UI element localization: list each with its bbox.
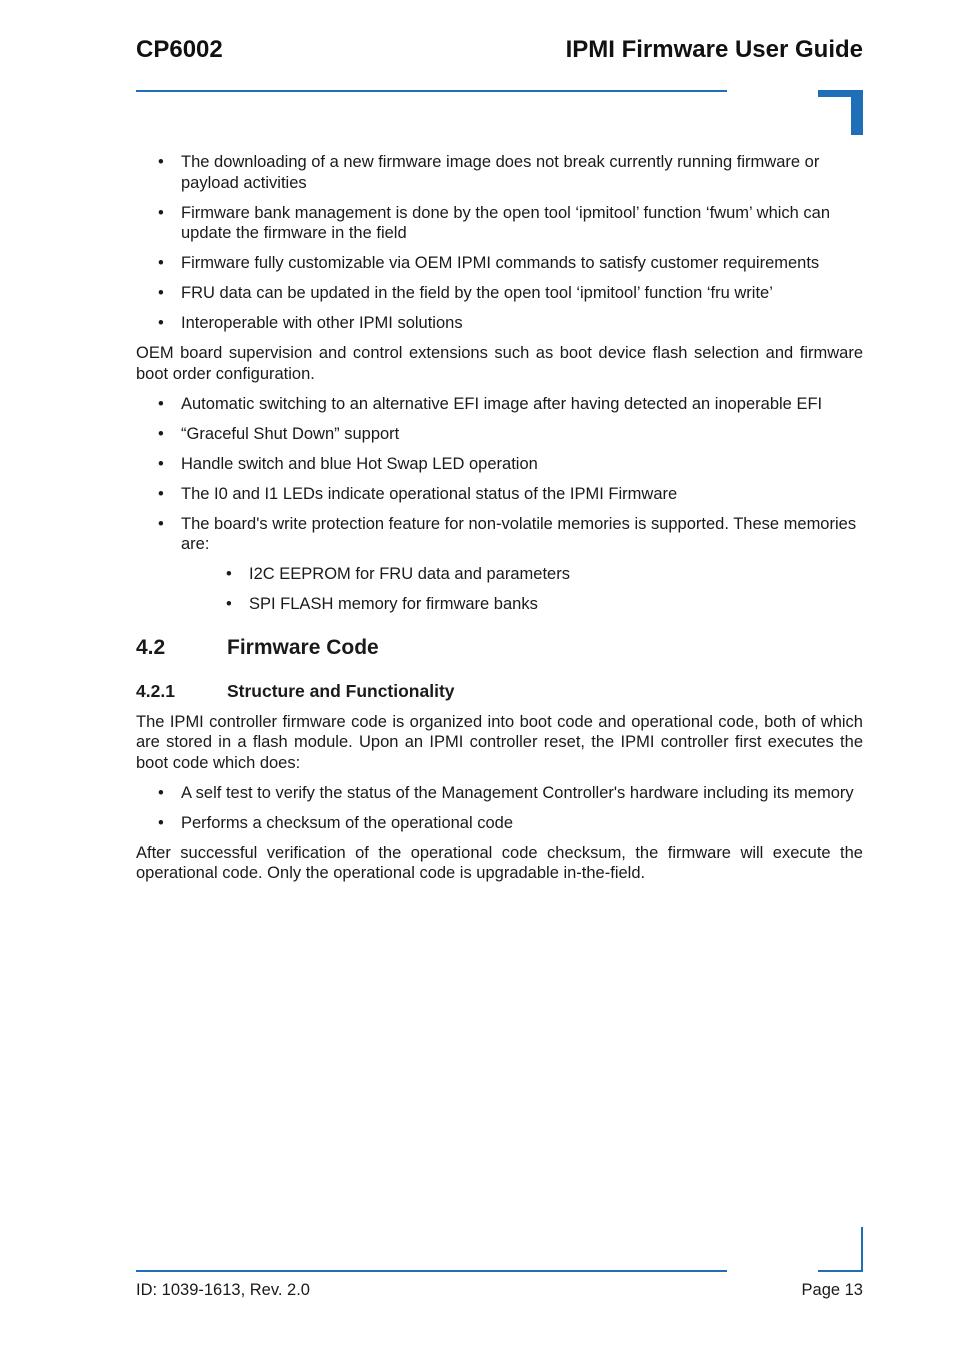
footer-corner-mark [818, 1270, 863, 1272]
list-item: • Automatic switching to an alternative EFI image after having detected an inoperable EFI [136, 394, 863, 415]
list-item: • Firmware bank management is done by the open tool ‘ipmitool’ function ‘fwum’ which can update the firmware in the field [136, 203, 863, 244]
header-doc-title: IPMI Firmware User Guide [565, 36, 863, 63]
list-item: • Performs a checksum of the operational code [136, 813, 863, 834]
subsection-heading [136, 680, 863, 702]
footer-page-number: Page 13 [801, 1281, 863, 1299]
list-item: • Interoperable with other IPMI solutions [136, 313, 863, 334]
subsection-number: 4.2.1 [136, 680, 175, 701]
sublist-item: • SPI FLASH memory for firmware banks [181, 594, 863, 615]
sublist-item: • I2C EEPROM for FRU data and parameters [181, 564, 863, 585]
section-title: Firmware Code [227, 635, 379, 659]
header-corner-mark-vertical [851, 90, 863, 135]
subsection-title: Structure and Functionality [227, 680, 455, 701]
list-item-text: The board's write protection feature for non-volatile memories is supported. These memories are: [181, 514, 857, 553]
oem-paragraph: OEM board supervision and control extensions such as boot device flash selection and firmware boot order configuration. [136, 344, 863, 383]
section-heading [136, 635, 863, 661]
list-item: • “Graceful Shut Down” support [136, 424, 863, 445]
footer-document-id: ID: 1039-1613, Rev. 2.0 [136, 1281, 310, 1299]
feature-list [136, 152, 863, 334]
footer-rule [136, 1270, 727, 1272]
oem-feature-list [136, 394, 863, 615]
closing-paragraph: After successful verification of the operational code checksum, the firmware will execute the operational code. Only the operational code is upgradable in-the-field. [136, 843, 863, 882]
list-item: • Handle switch and blue Hot Swap LED operation [136, 454, 863, 475]
boot-code-list [136, 783, 863, 834]
list-item: • The downloading of a new firmware image does not break currently running firmware or payload activities [136, 152, 863, 193]
list-item: • The I0 and I1 LEDs indicate operational status of the IPMI Firmware [136, 484, 863, 505]
list-item-with-sublist [136, 514, 863, 615]
footer-corner-mark-vertical [861, 1227, 863, 1272]
header-rule [136, 90, 727, 92]
header-product: CP6002 [136, 36, 223, 63]
page-content [136, 152, 863, 893]
list-item: • A self test to verify the status of the Management Controller's hardware including its memory [136, 783, 863, 804]
list-item: • Firmware fully customizable via OEM IPMI commands to satisfy customer requirements [136, 253, 863, 274]
list-item: • FRU data can be updated in the field by the open tool ‘ipmitool’ function ‘fru write’ [136, 283, 863, 304]
memory-sublist [181, 564, 863, 615]
section-number: 4.2 [136, 635, 166, 659]
intro-paragraph: The IPMI controller firmware code is organized into boot code and operational code, both of which are stored in a flash module. Upon an IPMI controller reset, the IPMI controller first executes the boot code which does: [136, 712, 863, 772]
